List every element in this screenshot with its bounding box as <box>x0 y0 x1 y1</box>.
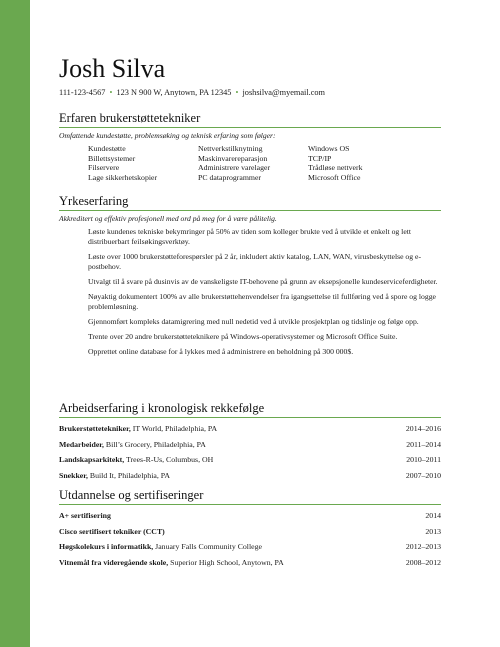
skill-item: TCP/IP <box>308 153 332 163</box>
job-title: Snekker, <box>59 470 88 480</box>
education-years: 2013 <box>425 526 441 536</box>
job-title: Medarbeider, <box>59 439 104 449</box>
job-row <box>59 424 441 440</box>
job-years: 2007–2010 <box>405 470 441 480</box>
education-row <box>59 511 441 527</box>
skill-item: Microsoft Office <box>308 172 361 182</box>
job-title: Brukerstøttetekniker, <box>59 424 131 433</box>
skill-item: Kundestøtte <box>88 144 126 153</box>
education-row <box>59 558 441 574</box>
skill-item: Maskinvarereparasjon <box>198 153 268 163</box>
job-row <box>59 471 441 487</box>
job-detail: Build It, Philadelphia, PA <box>87 470 170 480</box>
experience-bullet: Løste kundenes tekniske bekymringer på 50% av tiden som kolleger brukte ved å utvikle et enkelt og lett distribuerbart feilsøkingsverktøy. <box>88 227 411 246</box>
skills-section <box>59 111 441 182</box>
education-years: 2014 <box>425 511 441 520</box>
job-row <box>59 440 441 456</box>
skills-grid <box>59 144 441 182</box>
education-heading: Utdannelse og sertifiseringer <box>59 488 441 505</box>
job-detail: Bill’s Grocery, Philadelphia, PA <box>103 439 206 449</box>
contact-line <box>59 88 325 97</box>
experience-bullet: Gjennomført kompleks datamigrering med null nedetid ved å utvikle prosjektplan og tidslinje og følge opp. <box>88 317 419 326</box>
experience-section <box>59 194 441 362</box>
job-years: 2011–2014 <box>406 439 441 449</box>
skill-item: Trådløse nettverk <box>308 163 363 172</box>
job-years: 2014–2016 <box>405 424 441 433</box>
skill-item: Billettsystemer <box>88 153 136 163</box>
contact-email: joshsilva@myemail.com <box>242 88 326 97</box>
education-list <box>59 511 441 573</box>
job-detail: IT World, Philadelphia, PA <box>130 424 218 433</box>
education-title: Høgskolekurs i informatikk, <box>59 542 154 551</box>
contact-phone: 111-123-4567 <box>59 88 106 97</box>
skills-heading: Erfaren brukerstøttetekniker <box>59 111 441 128</box>
skills-column-2 <box>198 144 308 182</box>
resume-name: Josh Silva <box>59 54 166 83</box>
job-title: Landskapsarkitekt, <box>59 455 125 464</box>
chronology-section <box>59 401 441 486</box>
skills-column-1 <box>88 144 198 182</box>
chronology-list <box>59 424 441 486</box>
skill-item: Administrere varelager <box>198 163 271 172</box>
experience-heading: Yrkeserfaring <box>59 194 441 211</box>
skill-item: PC dataprogrammer <box>198 172 262 182</box>
experience-bullet: Nøyaktig dokumentert 100% av alle brukerstøttehenvendelser fra igangsettelse til fullføring ved å spore og logge problemløsning. <box>88 292 436 311</box>
education-row <box>59 542 441 558</box>
skill-item: Nettverkstilknytning <box>198 144 263 153</box>
experience-bullets <box>59 227 441 357</box>
skills-column-3 <box>308 144 418 182</box>
education-row <box>59 527 441 543</box>
contact-separator: • <box>235 88 239 97</box>
job-row <box>59 455 441 471</box>
skill-item: Filservere <box>88 163 120 172</box>
job-years: 2010–2011 <box>406 455 441 464</box>
education-title: Vitnemål fra videregående skole, <box>59 557 169 567</box>
education-years: 2012–2013 <box>405 542 441 551</box>
experience-bullet: Løste over 1000 brukerstøtteforespørsler på 2 år, inkludert aktiv katalog, LAN, WAN, virusbeskyttelse og e-postbehov. <box>88 252 422 271</box>
skill-item: Lage sikkerhetskopier <box>88 172 158 182</box>
education-years: 2008–2012 <box>405 557 441 567</box>
skills-subtitle: Omfattende kundestøtte, problemsøking og teknisk erfaring som følger: <box>59 131 276 140</box>
accent-sidebar-bar <box>0 0 30 647</box>
experience-bullet: Utvalgt til å svare på dusinvis av de vanskeligste IT-behovene på grunn av eksepsjonelle kundeserviceferdigheter. <box>88 277 438 286</box>
contact-address: 123 N 900 W, Anytown, PA 12345 <box>116 88 232 97</box>
education-title: A+ sertifisering <box>59 511 111 520</box>
job-detail: Trees-R-Us, Columbus, OH <box>124 455 214 464</box>
contact-separator: • <box>109 88 113 97</box>
education-title: Cisco sertifisert tekniker (CCT) <box>59 526 165 536</box>
experience-bullet: Opprettet online database for å lykkes med å administrere en beholdning på 300 000$. <box>88 347 354 356</box>
skill-item: Windows OS <box>308 144 350 153</box>
education-section <box>59 488 441 573</box>
experience-bullet: Trente over 20 andre brukerstøtteteknikere på Windows-operativsystemer og Microsoft Office Suite. <box>88 332 398 341</box>
education-detail: January Falls Community College <box>153 542 262 551</box>
experience-subtitle: Akkreditert og effektiv profesjonell med ord på meg for å være pålitelig. <box>59 214 277 223</box>
chronology-heading: Arbeidserfaring i kronologisk rekkefølge <box>59 401 441 418</box>
education-detail: Superior High School, Anytown, PA <box>168 557 284 567</box>
